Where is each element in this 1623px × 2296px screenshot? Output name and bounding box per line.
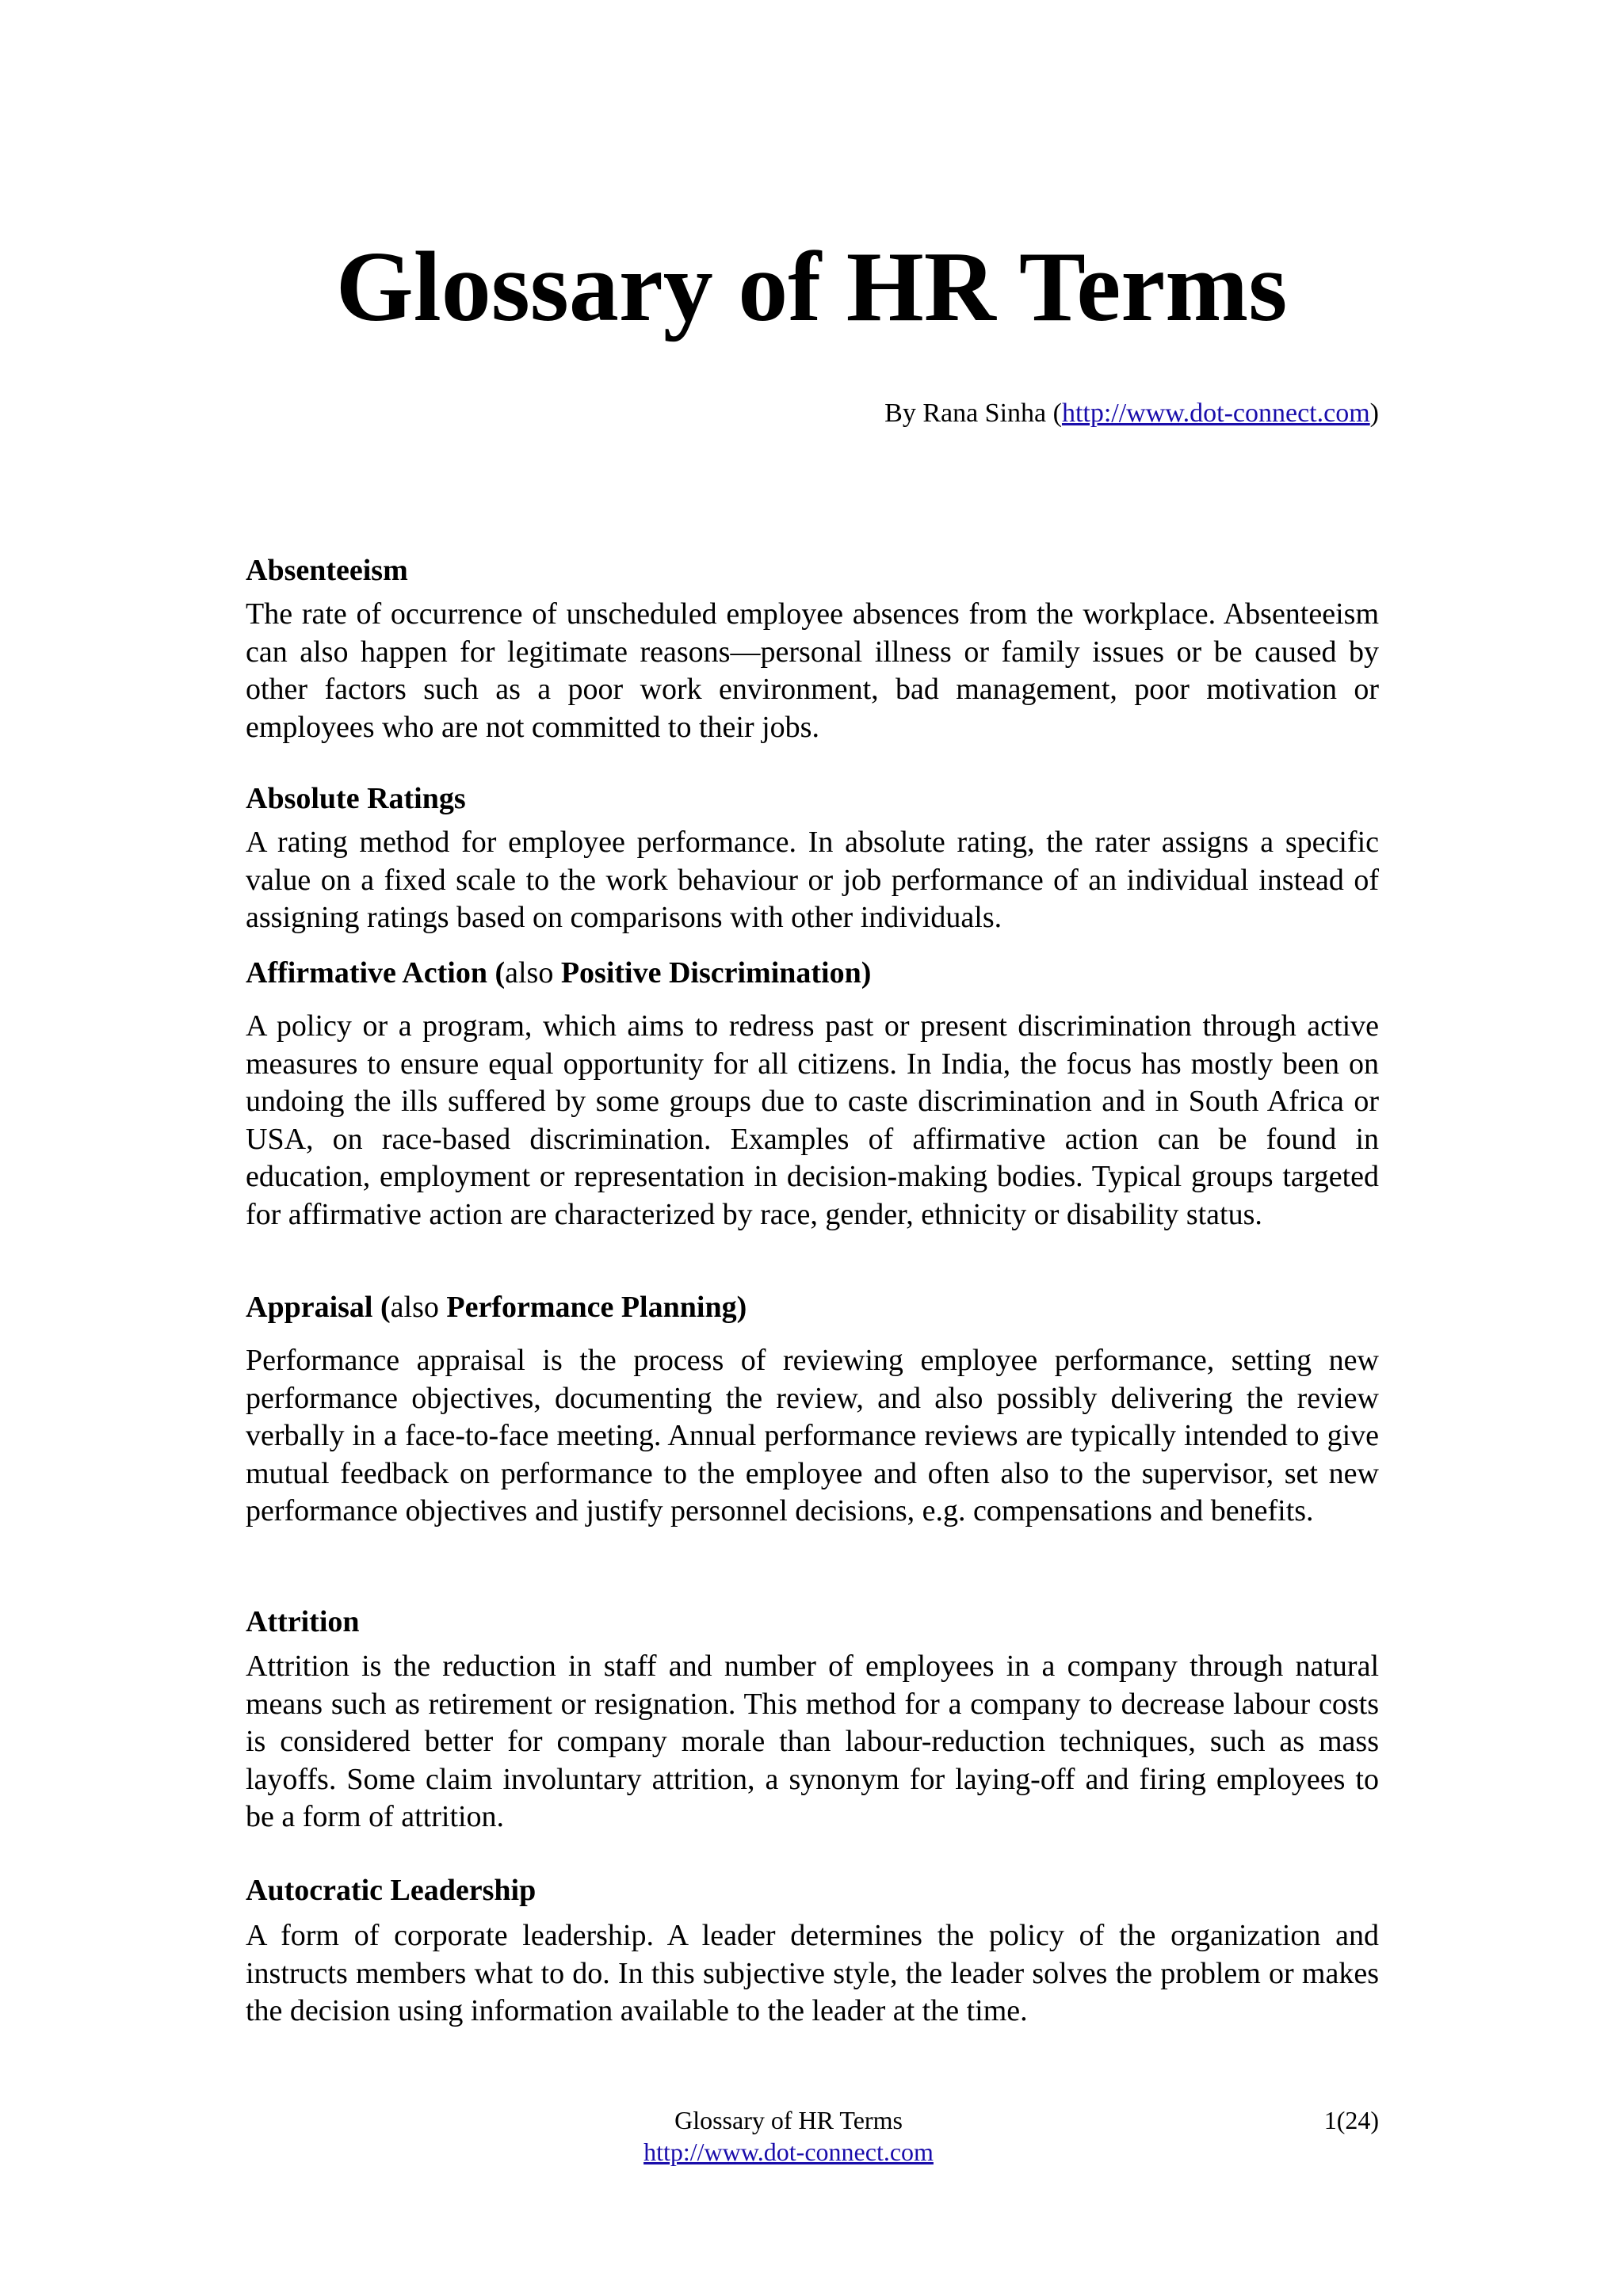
byline [884, 396, 1379, 431]
term-appraisal [246, 1288, 1379, 1326]
term-absenteeism: Absenteeism [246, 554, 408, 587]
byline-link[interactable]: http://www.dot-connect.com [1061, 399, 1370, 428]
definition-attrition: Attrition is the reduction in staff and number of employees in a company through natural means such as retirement or resignation. This method for a company to decrease labour costs is considered better for company morale than labour-reduction techniques, such as mass layoffs. Some claim involuntary attrition, a synonym for laying-off and firing employees to be a form of attrition. [246, 1650, 1379, 1833]
document-title: Glossary of HR Terms [335, 232, 1288, 342]
definition-affirmative-action: A policy or a program, which aims to redress past or present discrimination through active measures to ensure equal opportunity for all citizens. In India, the focus has mostly been on undoing the ills suffered by some groups due to caste discrimination and in South Africa or USA, on race-based discrimination. Examples of affirmative action can be found in education, employment or representation in decision-making bodies. Typical groups targeted for affirmative action are characterized by race, gender, ethnicity or disability status. [246, 1009, 1379, 1231]
definition-autocratic-leadership: A form of corporate leadership. A leader determines the policy of the organization and instructs members what to do. In this subjective style, the leader solves the problem or makes the decision using information available to the leader at the time. [246, 1919, 1379, 2027]
also-label: also [390, 1291, 439, 1324]
term-appraisal-main: Appraisal ( [246, 1291, 391, 1324]
term-affirmative-action [246, 954, 1379, 992]
term-affirmative-action-main: Affirmative Action ( [246, 956, 506, 990]
term-absolute-ratings: Absolute Ratings [246, 782, 466, 815]
definition-appraisal: Performance appraisal is the process of reviewing employee performance, setting new performance objectives, documenting the review, and also possibly delivering the review verbally in a face-to-face meeting. Annual performance reviews are typically intended to give mutual feedback on performance to the employee and often also to the supervisor, set new performance objectives and justify personnel decisions, e.g. compensations and benefits. [246, 1344, 1379, 1527]
footer-title: Glossary of HR Terms [674, 2106, 903, 2134]
byline-suffix: ) [1369, 399, 1379, 428]
term-affirmative-action-alt: Positive Discrimination) [560, 956, 872, 990]
definition-absenteeism: The rate of occurrence of unscheduled employee absences from the workplace. Absenteeism can also happen for legitimate reasons—personal illness or family issues or be caused by other factors such as a poor work environment, bad management, poor motivation or employees who are not committed to their jobs. [246, 597, 1379, 744]
term-autocratic-leadership: Autocratic Leadership [246, 1874, 537, 1907]
definition-absolute-ratings: A rating method for employee performance. In absolute rating, the rater assigns a specific value on a fixed scale to the work behaviour or job performance of an individual instead of assigning ratings based on comparisons with other individuals. [246, 826, 1379, 934]
byline-prefix: By Rana Sinha ( [884, 399, 1062, 428]
term-attrition: Attrition [246, 1605, 360, 1638]
term-appraisal-alt: Performance Planning) [446, 1291, 747, 1324]
footer-link[interactable]: http://www.dot-connect.com [643, 2138, 934, 2166]
also-label: also [505, 956, 554, 990]
footer-url-line [0, 2136, 1577, 2168]
page-number: 1(24) [1323, 2106, 1379, 2134]
